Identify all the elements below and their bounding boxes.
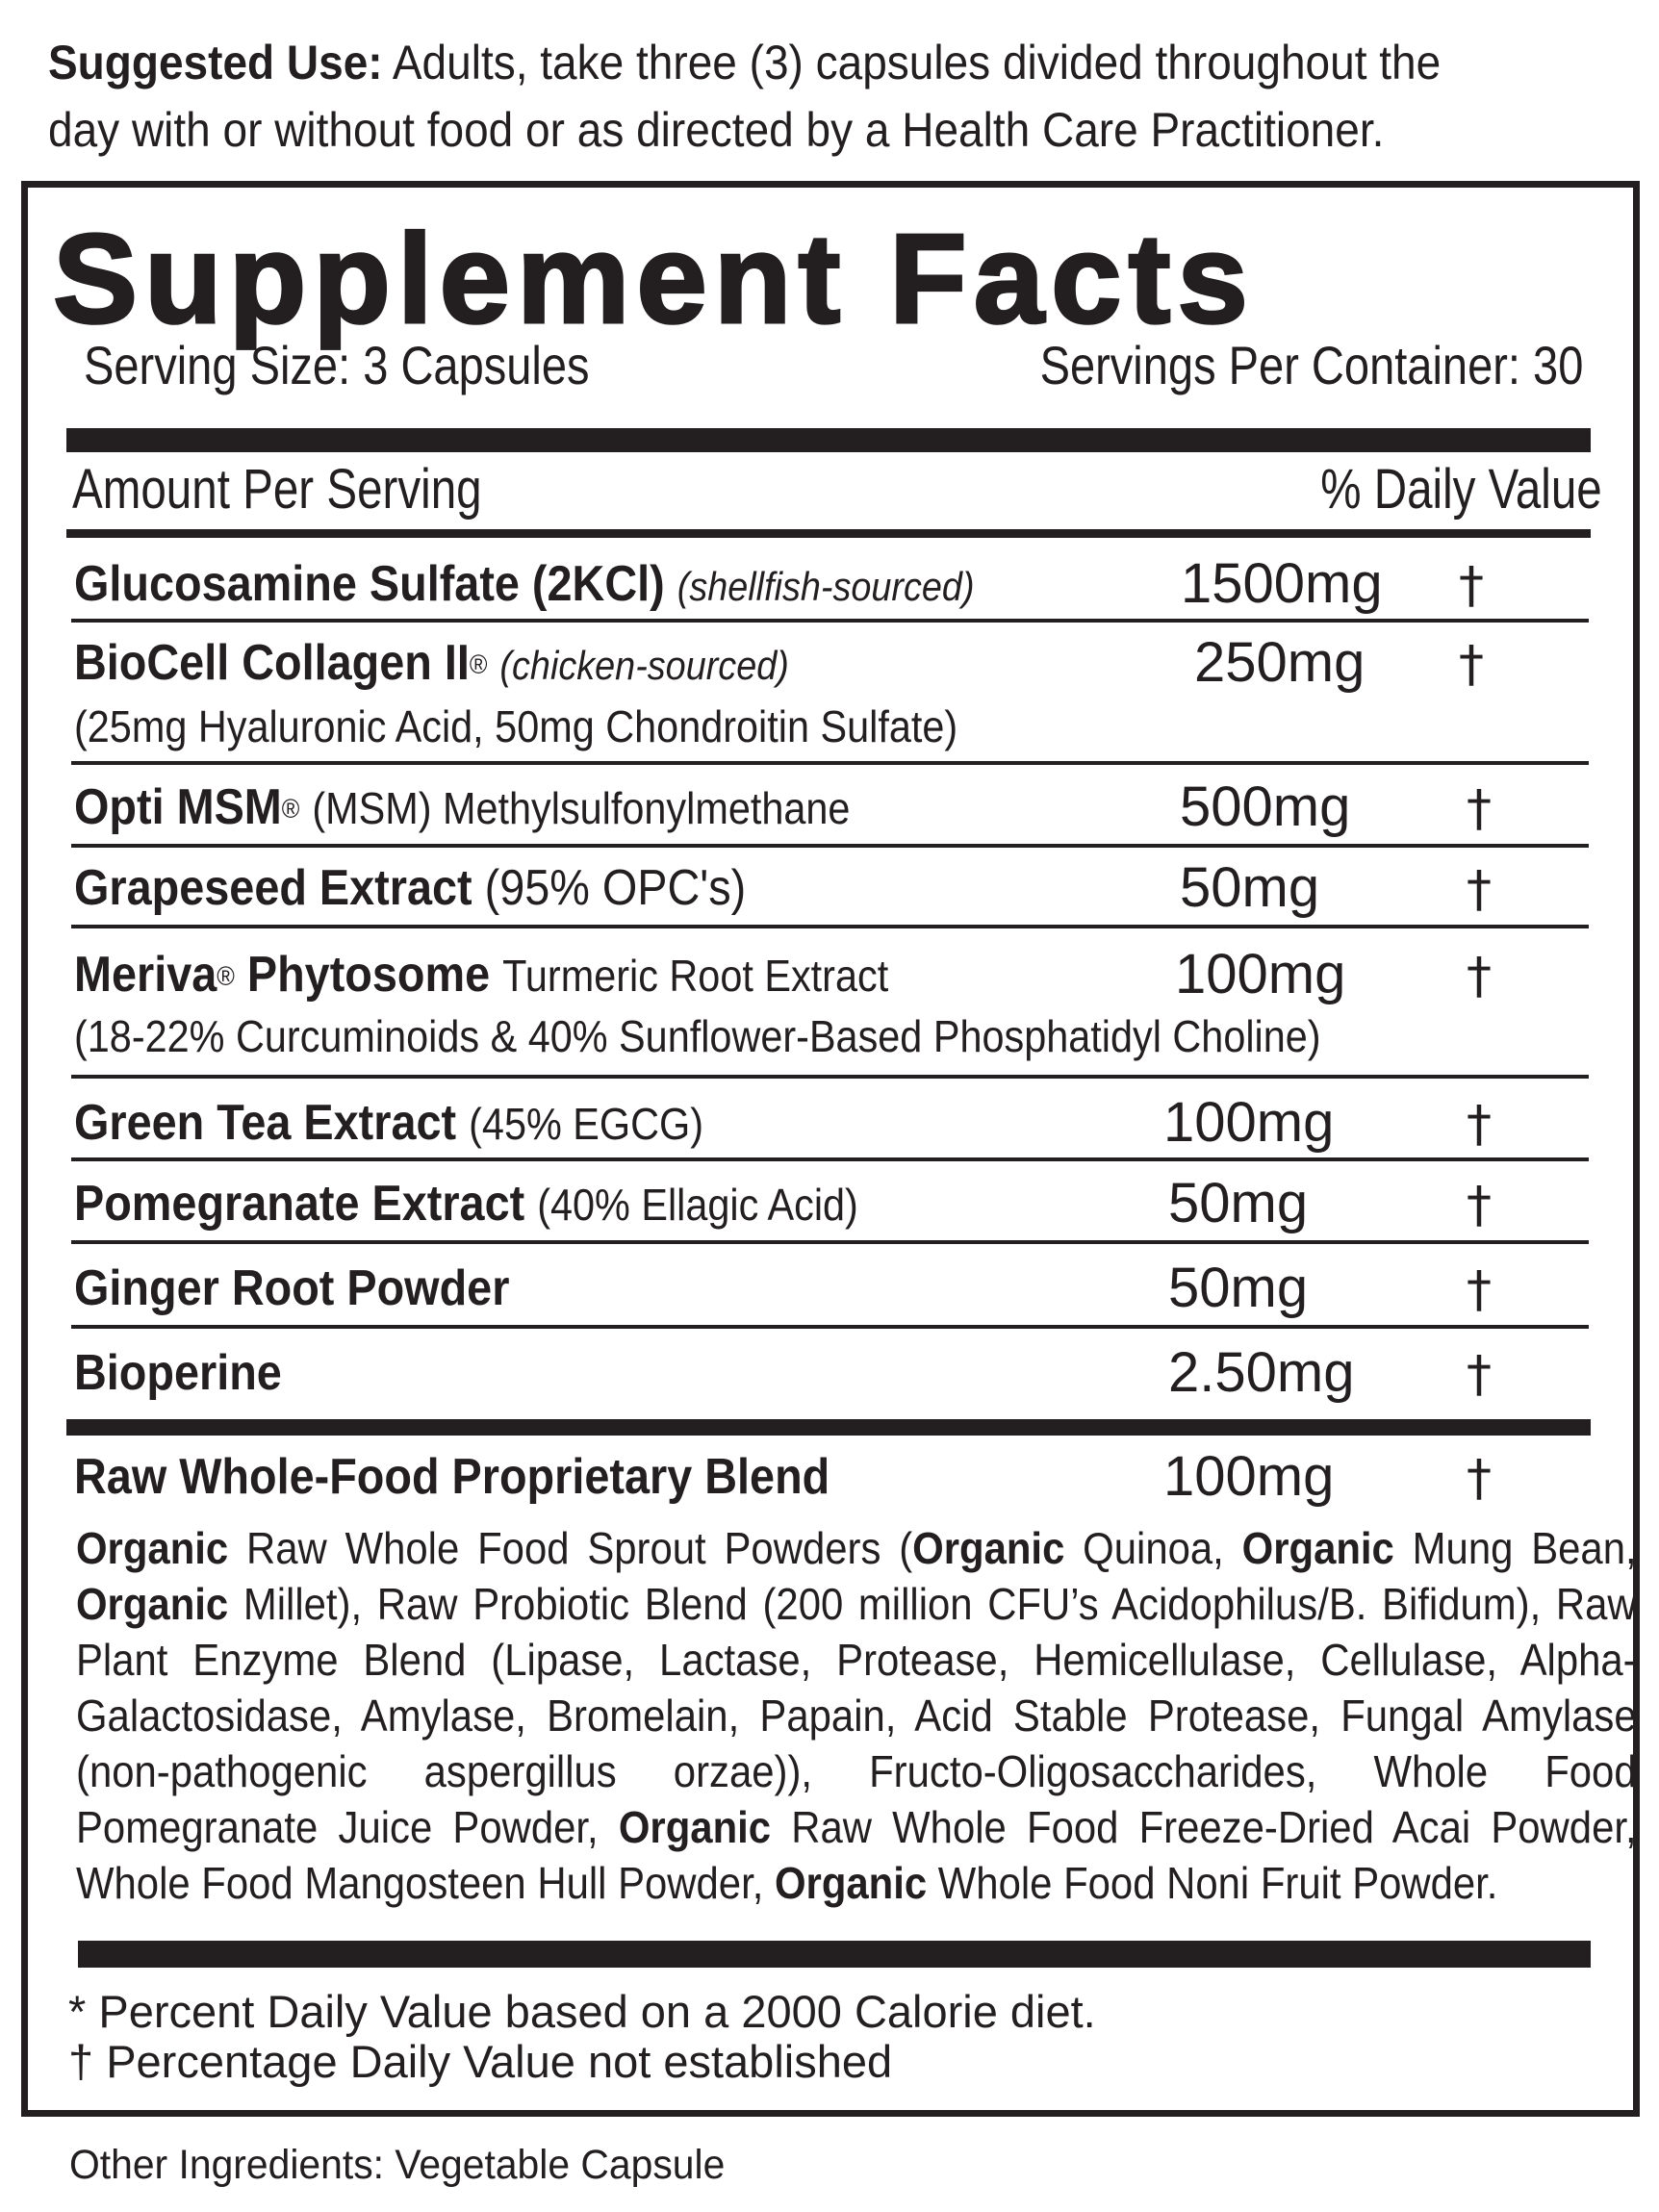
ingredient-description: Turmeric Root Extract xyxy=(502,951,889,1001)
blend-text-part: Quinoa, xyxy=(1064,1523,1242,1573)
organic-label: Organic xyxy=(1241,1523,1394,1573)
footnote-not-established: † Percentage Daily Value not established xyxy=(68,2036,893,2087)
amount-per-serving-header: Amount Per Serving xyxy=(72,458,482,521)
organic-label: Organic xyxy=(76,1523,229,1573)
ingredient-description: (MSM) Methylsulfonylmethane xyxy=(312,783,851,833)
dagger-symbol: † xyxy=(1467,1450,1492,1508)
dagger-symbol: † xyxy=(1467,1346,1492,1404)
ingredient-row xyxy=(74,857,746,919)
ingredient-amount: 100mg xyxy=(1175,943,1346,1005)
row-divider xyxy=(71,1240,1589,1244)
ingredient-name: Pomegranate Extract xyxy=(74,1176,525,1232)
ingredient-name: Opti MSM xyxy=(74,779,282,835)
suggested-use-label: Suggested Use: xyxy=(48,36,383,89)
row-divider xyxy=(71,925,1589,928)
ingredient-amount: 500mg xyxy=(1180,775,1351,838)
daily-value-header: % Daily Value xyxy=(1320,458,1602,521)
ingredient-amount: 250mg xyxy=(1194,631,1365,694)
medium-divider xyxy=(66,1419,1591,1436)
panel-title: Supplement Facts xyxy=(53,208,1255,349)
registered-mark: ® xyxy=(281,794,300,824)
ingredient-name: Meriva xyxy=(74,947,217,1003)
ingredient-row xyxy=(74,1258,509,1319)
ingredient-description: (45% EGCG) xyxy=(469,1099,703,1149)
ingredient-row xyxy=(74,1342,282,1404)
registered-mark: ® xyxy=(469,649,488,679)
ingredient-name: Glucosamine Sulfate (2KCl) xyxy=(74,556,665,612)
ingredient-name: Grapeseed Extract xyxy=(74,860,472,916)
dagger-symbol: † xyxy=(1467,1096,1492,1154)
dagger-symbol: † xyxy=(1467,1261,1492,1319)
footnote-percent-dv: * Percent Daily Value based on a 2000 Calorie diet. xyxy=(68,1986,1096,2037)
ingredient-row xyxy=(74,1092,703,1155)
blend-row xyxy=(74,1446,830,1508)
row-divider xyxy=(71,761,1589,765)
medium-divider xyxy=(66,529,1591,538)
organic-label: Organic xyxy=(76,1579,229,1629)
dagger-symbol: † xyxy=(1459,636,1484,694)
organic-label: Organic xyxy=(774,1858,928,1908)
blend-amount: 100mg xyxy=(1163,1445,1335,1508)
ingredient-name-suffix: Phytosome xyxy=(246,947,491,1003)
ingredient-description: (40% Ellagic Acid) xyxy=(537,1180,858,1230)
ingredient-note: (chicken-sourced) xyxy=(499,643,789,688)
supplement-facts-panel xyxy=(21,181,1640,2117)
ingredient-name: Green Tea Extract xyxy=(74,1095,457,1151)
serving-size: Serving Size: 3 Capsules xyxy=(84,335,590,395)
row-divider xyxy=(71,844,1589,848)
blend-name: Raw Whole-Food Proprietary Blend xyxy=(74,1449,830,1505)
suggested-use-text: Adults, take three (3) capsules divided throughout the day with or without food or as directed by a Health Care Practitioner. xyxy=(48,36,1442,157)
row-divider xyxy=(71,1075,1589,1079)
ingredient-name: BioCell Collagen II xyxy=(74,635,470,691)
ingredient-row xyxy=(74,776,850,839)
ingredient-note: (shellfish-sourced) xyxy=(676,564,975,609)
ingredient-amount: 2.50mg xyxy=(1168,1341,1355,1404)
ingredient-detail: (25mg Hyaluronic Acid, 50mg Chondroitin Sulfate) xyxy=(74,701,958,751)
ingredient-description: (95% OPC's) xyxy=(484,860,747,916)
dagger-symbol: † xyxy=(1467,948,1492,1005)
row-divider xyxy=(71,619,1589,623)
blend-text-part: Millet), Raw Probiotic Blend (200 million CFU’s Acidophilus/B. Bifidum), Raw Plant Enzyme Blend (Lipase, Lactase, Protease, Hemicellulase, Cellulase, Alpha-Galactosidase, Amylase, Bromelain, Papain, Acid Stable Protease, Fungal Amylase (non-pathogenic aspergillus orzae)), Fructo-Oligosaccharides, Whole Food Pomegranate Juice Powder, xyxy=(76,1579,1637,1852)
blend-ingredients xyxy=(76,1520,1637,1911)
ingredient-row xyxy=(74,553,975,618)
blend-text-part: Mung Bean, xyxy=(1393,1523,1637,1573)
organic-label: Organic xyxy=(912,1523,1065,1573)
dagger-symbol: † xyxy=(1467,861,1492,919)
ingredient-detail: (18-22% Curcuminoids & 40% Sunflower-Based Phosphatidyl Choline) xyxy=(74,1011,1321,1061)
dagger-symbol: † xyxy=(1459,557,1484,615)
blend-text-part: Raw Whole Food Freeze-Dried Acai Powder, Whole Food Mangosteen Hull Powder, xyxy=(76,1802,1637,1908)
ingredient-amount: 1500mg xyxy=(1181,552,1383,615)
other-ingredients: Other Ingredients: Vegetable Capsule xyxy=(69,2142,726,2188)
row-divider xyxy=(71,1325,1589,1329)
blend-text-part: Raw Whole Food Sprout Powders ( xyxy=(228,1523,913,1573)
ingredient-row xyxy=(74,1173,858,1235)
thick-divider xyxy=(78,1941,1591,1968)
ingredient-amount: 50mg xyxy=(1168,1172,1309,1234)
thick-divider xyxy=(66,428,1591,452)
ingredient-name: Ginger Root Powder xyxy=(74,1260,510,1316)
registered-mark: ® xyxy=(217,961,235,991)
ingredient-row xyxy=(74,944,888,1006)
ingredient-amount: 50mg xyxy=(1168,1257,1309,1319)
suggested-use xyxy=(48,29,1500,164)
dagger-symbol: † xyxy=(1467,780,1492,838)
organic-label: Organic xyxy=(618,1802,772,1852)
ingredient-row xyxy=(74,632,789,697)
ingredient-amount: 50mg xyxy=(1180,856,1320,919)
row-divider xyxy=(71,1157,1589,1161)
ingredient-amount: 100mg xyxy=(1163,1091,1335,1154)
dagger-symbol: † xyxy=(1467,1177,1492,1234)
servings-per-container: Servings Per Container: 30 xyxy=(1039,335,1583,395)
ingredient-name: Bioperine xyxy=(74,1345,282,1401)
blend-text-part: Whole Food Noni Fruit Powder. xyxy=(927,1858,1498,1908)
